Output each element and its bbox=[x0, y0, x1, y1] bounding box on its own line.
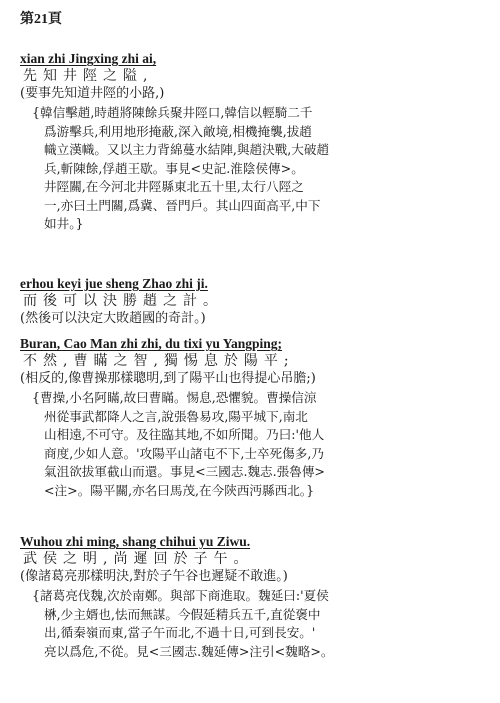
hanzi-line: 先知井陘之隘, bbox=[23, 68, 154, 84]
note-line: 井陘關,在今河北井陘縣東北五十里,太行八陘之 bbox=[44, 179, 304, 194]
pinyin-line: xian zhi Jingxing zhi ai, bbox=[20, 51, 157, 66]
note-line: 一,亦曰土門關,爲冀、晉門戶。其山四面高平,中下 bbox=[44, 197, 321, 213]
note-line: 商度,少如人意。'攻陽平山諸屯不下,士卒死傷多,乃 bbox=[44, 445, 324, 461]
note-line: 幟立漢幟。又以主力背綿蔓水結陣,與趙決戰,大破趙 bbox=[44, 142, 330, 157]
hanzi-line: 不然,曹瞞之智,獨惕息於陽平; bbox=[23, 353, 295, 369]
pinyin-line: Buran, Cao Man zhi zhi, du tixi yu Yangping; bbox=[20, 336, 283, 351]
gloss-line: (然後可以決定大敗趙國的奇計。) bbox=[20, 311, 206, 326]
note-line: 山相遠,不可守。及往臨其地,不如所聞。乃曰:'他人 bbox=[44, 427, 325, 442]
entry-3 bbox=[20, 335, 488, 500]
note-line: 亮以爲危,不從。見<三國志.魏延傳>注引<魏略>。 bbox=[44, 643, 334, 659]
hanzi-line: 武侯之明,尚遲回於子午。 bbox=[23, 551, 254, 567]
pinyin-line: Wuhou zhi ming, shang chihui yu Ziwu. bbox=[20, 534, 251, 549]
hanzi-line: 而後可以決勝趙之計。 bbox=[23, 293, 223, 309]
gloss-line: (相反的,像曹操那樣聰明,到了陽平山也得提心吊膽;) bbox=[20, 371, 316, 386]
entry-2 bbox=[20, 275, 488, 328]
note-line: 如井。} bbox=[44, 216, 84, 231]
page-number: 第21頁 bbox=[20, 12, 62, 27]
note-line: 楙,少主婿也,怯而無謀。今假延精兵五千,直從褒中 bbox=[44, 606, 321, 622]
note-line: 爲游擊兵,利用地形掩蔽,深入敵境,相機掩襲,拔趙 bbox=[44, 123, 312, 139]
entry-4 bbox=[20, 533, 488, 661]
note-line: 州從事武都降人之言,說張魯易攻,陽平城下,南北 bbox=[44, 408, 308, 424]
gloss-line: (像諸葛亮那樣明決,對於子午谷也遲疑不敢進。) bbox=[20, 569, 288, 584]
note-block bbox=[20, 389, 488, 500]
note-line: {曹操,小名阿瞞,故曰曹瞞。惕息,恐懼貌。曹操信涼 bbox=[32, 390, 317, 405]
note-line: 出,循秦嶺而東,當子午而北,不過十日,可到長安。' bbox=[44, 625, 316, 640]
entry-1 bbox=[20, 50, 488, 234]
note-block bbox=[20, 587, 488, 661]
note-line: 氣沮欲拔軍截山而還。事見<三國志.魏志.張魯傳> bbox=[44, 464, 325, 479]
pinyin-line: erhou keyi jue sheng Zhao zhi ji. bbox=[20, 276, 208, 291]
note-block bbox=[20, 104, 488, 234]
note-line: <注>。陽平關,亦名曰馬茂,在今陝西沔縣西北。} bbox=[44, 482, 315, 498]
note-line: {諸葛亮伐魏,次於南鄭。與部下商進取。魏延曰:'夏侯 bbox=[32, 588, 329, 603]
note-line: 兵,斬陳餘,俘趙王歇。事見<史記.淮陰侯傳>。 bbox=[44, 160, 304, 176]
gloss-line: (要事先知道井陘的小路,) bbox=[20, 86, 165, 101]
note-line: {韓信擊趙,時趙將陳餘兵聚井陘口,韓信以輕騎二千 bbox=[32, 105, 313, 120]
